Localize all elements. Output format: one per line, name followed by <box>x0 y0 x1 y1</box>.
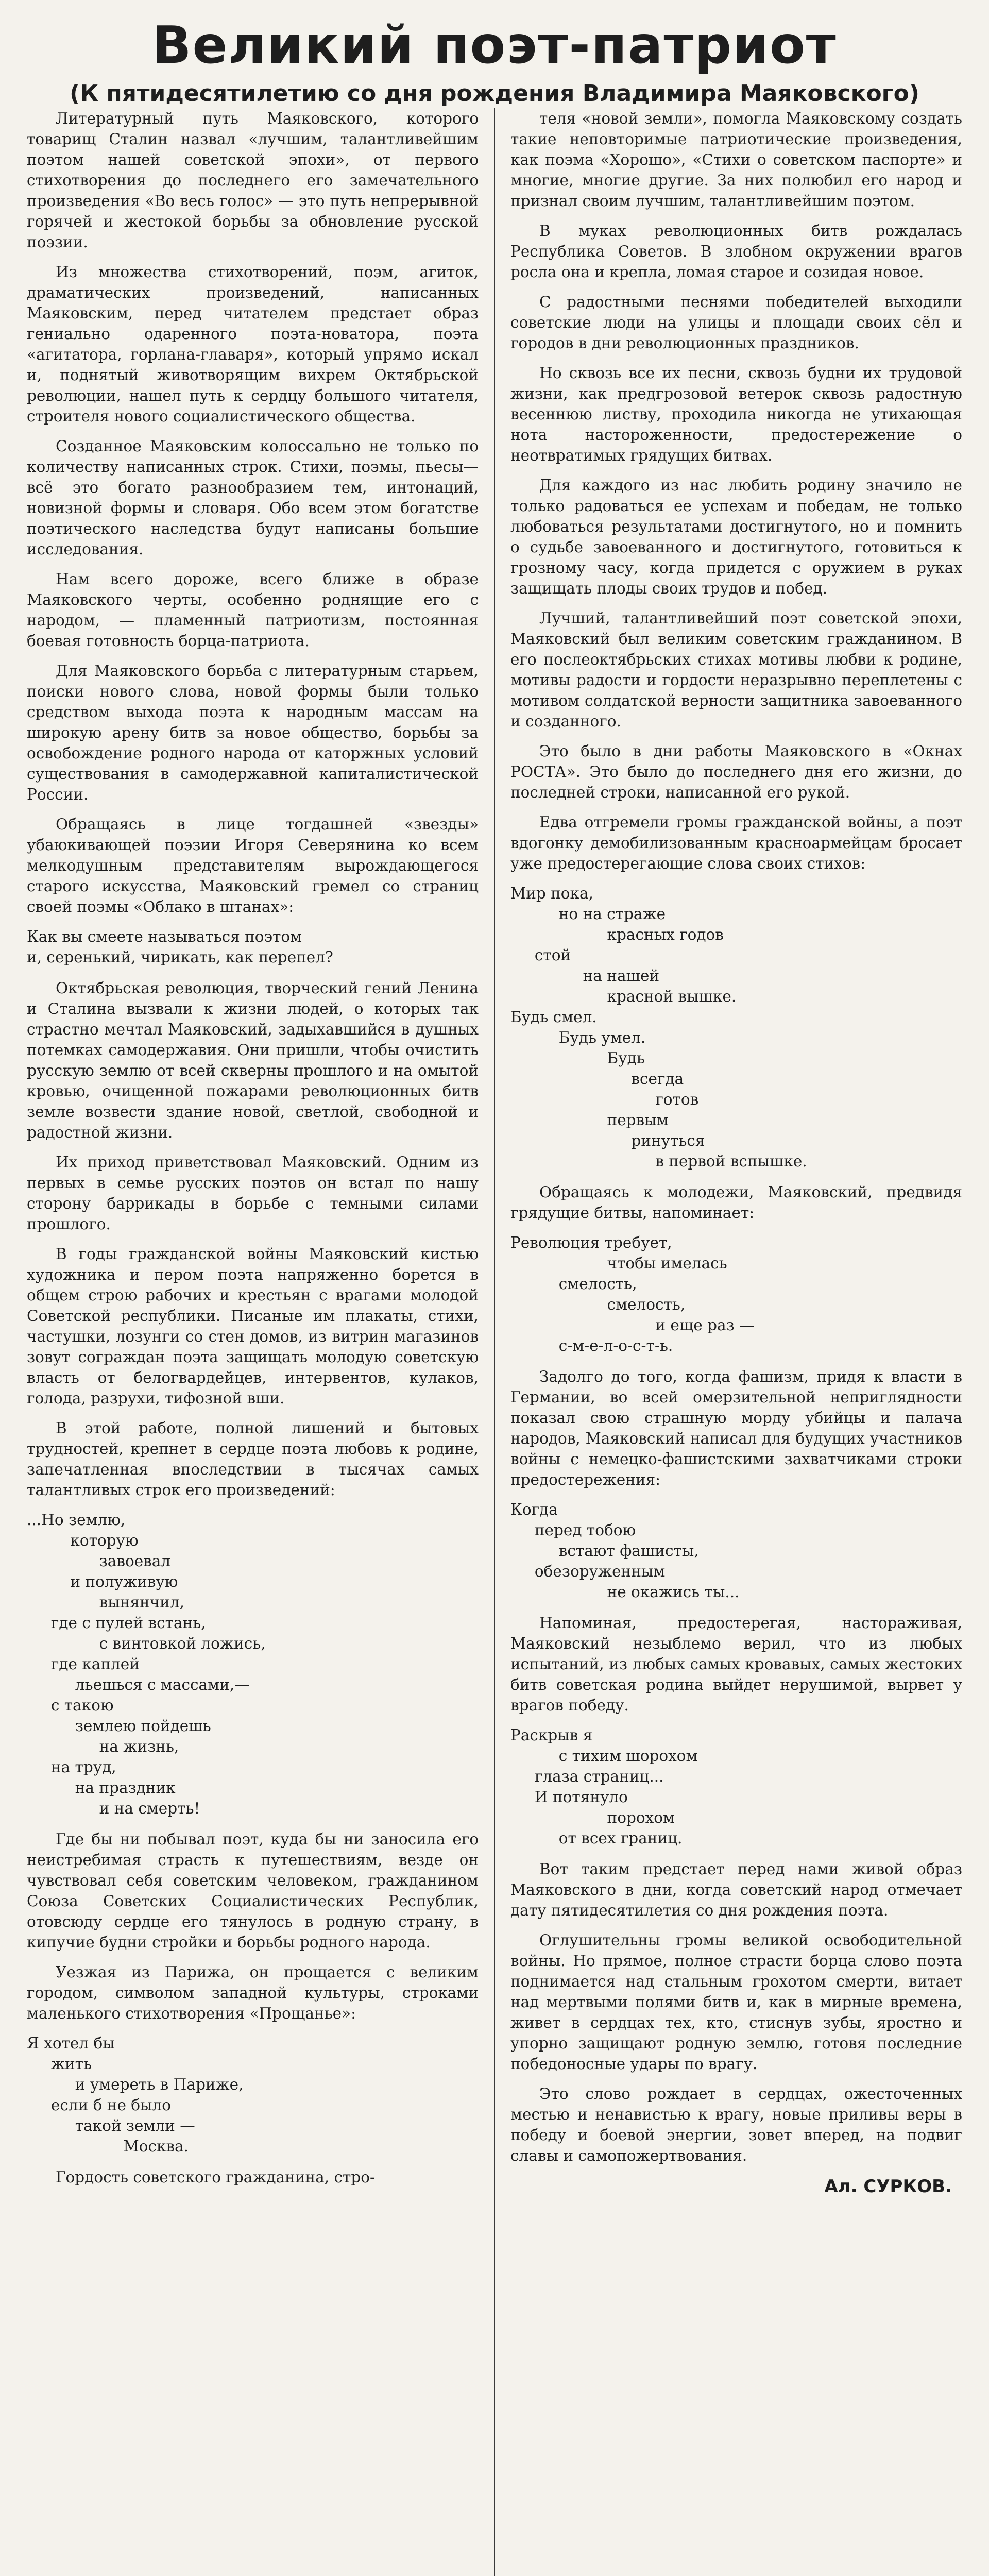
verse-line: Будь умел. <box>510 1029 646 1046</box>
paragraph: Напоминая, предостерегая, настораживая, Маяковский незыблемо верил, что из любых испытаний, из любых самых кровавых, самых жестоких битв советская родина выйдет нерушимой, вырвет у врагов победу. <box>510 1614 962 1714</box>
paragraph: Обращаясь к молодежи, Маяковский, предвидя грядущие битвы, напоминает: <box>510 1183 962 1222</box>
verse-line: готов <box>510 1091 699 1108</box>
verse-quote <box>510 1499 962 1602</box>
verse-line: И потянуло <box>510 1788 628 1806</box>
paragraph: Созданное Маяковским колоссально не только по количеству написанных строк. Стихи, поэмы, пьесы—всё это богато разнообразием тем, интонаций, новизной формы и словаря. Обо всем этом богатстве поэтического наследства будут написаны большие исследования. <box>27 437 479 558</box>
verse-line: с такою <box>27 1697 114 1714</box>
verse-line: в первой вспышке. <box>510 1153 807 1170</box>
verse-quote <box>510 1232 962 1356</box>
paragraph: Их приход приветствовал Маяковский. Одним из первых в семье русских поэтов он встал по нашу сторону баррикады в борьбе с темными силами прошлого. <box>27 1154 479 1233</box>
verse-line: такой земли — <box>27 2117 195 2134</box>
verse-quote <box>27 926 479 968</box>
verse-line: и умереть в Париже, <box>27 2076 244 2093</box>
verse-line: с-м-е-л-о-с-т-ь. <box>510 1337 673 1354</box>
paragraph: Оглушительны громы великой освободительной войны. Но прямое, полное страсти борца слово поэта поднимается над стальным грохотом смерти, витает над мертвыми полями битв и, как в мирные времена, живет в сердцах тех, кто, стиснув зубы, яростно и упорно защищают родную землю, готовя последние победоносные удары по врагу. <box>510 1931 962 2073</box>
paragraph: Где бы ни побывал поэт, куда бы ни заносила его неистребимая страсть к путешествиям, везде он чувствовал себя советским человеком, гражданином Союза Советских Социалистических Республик, отовсюду сердце его тянулось в родную страну, в кипучие будни стройки и борьбы родного народа. <box>27 1831 479 1951</box>
verse-line: где каплей <box>27 1655 140 1673</box>
paragraph: Гордость советского гражданина, стро- <box>56 2168 375 2186</box>
paragraph: Литературный путь Маяковского, которого товарищ Сталин назвал «лучшим, талантливейшим поэтом нашей советской эпохи», от первого стихотворения до последнего его замечательного произведения «Во весь голос» — это путь непрерывной горячей и жестокой борьбы за обновление русской поэзии. <box>27 110 479 251</box>
paragraph: Но сквозь все их песни, сквозь будни их трудовой жизни, как предгрозовой ветерок сквозь радостную весеннюю листву, проходила никогда не утихающая нота настороженности, предостережение о неотвратимых грядущих битвах. <box>510 364 962 464</box>
right-column-blocks <box>510 108 962 2166</box>
verse-line: ...Но землю, <box>27 1511 126 1529</box>
verse-line: смелость, <box>510 1296 686 1313</box>
verse-line: всегда <box>510 1070 684 1088</box>
verse-line: красных годов <box>510 926 724 943</box>
verse-line: и еще раз — <box>510 1316 755 1334</box>
verse-line: вынянчил, <box>27 1594 184 1611</box>
verse-line: льешься с массами,— <box>27 1676 250 1693</box>
verse-line: на жизнь, <box>27 1738 179 1755</box>
article-body <box>27 108 962 2576</box>
paragraph: Из множества стихотворений, поэм, агиток, драматических произведений, написанных Маяковским, перед читателем предстает образ гениально одаренного поэта-новатора, поэта «агитатора, горлана-главаря», который упрямо искал и, поднятый животворящим вихрем Октябрьской революции, нашел путь к сердцу большого читателя, строителя нового социалистического общества. <box>27 263 479 425</box>
verse-line: Москва. <box>27 2138 189 2155</box>
verse-line: Будь смел. <box>510 1008 597 1026</box>
verse-line: порохом <box>510 1809 675 1826</box>
left-column <box>27 108 479 2576</box>
right-column <box>510 108 962 2576</box>
verse-line: которую <box>27 1532 139 1549</box>
verse-line: чтобы имелась <box>510 1255 727 1272</box>
verse-quote <box>510 1725 962 1849</box>
verse-line: и, серенький, чирикать, как перепел? <box>27 948 333 966</box>
verse-line: красной вышке. <box>510 988 737 1005</box>
verse-quote <box>27 2033 479 2157</box>
paragraph: В этой работе, полной лишений и бытовых трудностей, крепнет в сердце поэта любовь к родине, запечатленная впоследствии в тысячах самых талантливых строк его произведений: <box>27 1419 479 1499</box>
verse-line: с винтовкой ложись, <box>27 1635 266 1652</box>
paragraph: Для каждого из нас любить родину значило не только радоваться ее успехам и победам, не только любоваться результатами достигнутого, но и помнить о судьбе завоеванного и достигнутого, готовиться к грозному часу, когда придется с оружием в руках защищать плоды своих трудов и побед. <box>510 477 962 597</box>
verse-line: встают фашисты, <box>510 1542 699 1560</box>
verse-line: Революция требует, <box>510 1234 672 1251</box>
verse-line: глаза страниц... <box>510 1768 664 1785</box>
verse-line: Я хотел бы <box>27 2035 115 2052</box>
verse-line: от всех границ. <box>510 1829 683 1847</box>
verse-line: если б не было <box>27 2096 172 2114</box>
verse-line: стой <box>510 946 571 964</box>
verse-line: Раскрыв я <box>510 1726 593 1744</box>
verse-line: Как вы смеете называться поэтом <box>27 928 302 945</box>
paragraph: Уезжая из Парижа, он прощается с великим городом, символом западной культуры, строками маленького стихотворения «Прощанье»: <box>27 1963 479 2022</box>
paragraph: Нам всего дороже, всего ближе в образе Маяковского черты, особенно роднящие его с народом, — пламенный патриотизм, постоянная боевая готовность борца-патриота. <box>27 570 479 650</box>
verse-line: на нашей <box>510 967 660 985</box>
verse-line: на труд, <box>27 1758 116 1776</box>
paragraph: В годы гражданской войны Маяковский кистью художника и пером поэта напряженно борется в общем строю рабочих и крестьян с врагами молодой Советской республики. Писаные им плакаты, стихи, частушки, лозунги со стен домов, из витрин магазинов зовут сограждан поэта защищать молодую советскую власть от белогвардейцев, интервентов, кулаков, голода, разрухи, тифозной вши. <box>27 1245 479 1407</box>
verse-line: землею пойдешь <box>27 1717 211 1735</box>
paragraph: С радостными песнями победителей выходили советские люди на улицы и площади своих сёл и городов в дни революционных праздников. <box>510 293 962 352</box>
verse-line: Будь <box>510 1049 645 1067</box>
paragraph: В муках революционных битв рождалась Республика Советов. В злобном окружении врагов росла она и крепла, ломая старое и созидая новое. <box>510 222 962 281</box>
verse-line: Когда <box>510 1501 558 1518</box>
paragraph: Вот таким предстает перед нами живой образ Маяковского в дни, когда советский народ отмечает дату пятидесятилетия со дня рождения поэта. <box>510 1860 962 1919</box>
paragraph: Задолго до того, когда фашизм, придя к власти в Германии, во всей омерзительной неприглядности показал свою страшную морду убийцы и палача народов, Маяковский написал для будущих участников войны с немецко-фашистскими захватчиками строки предостережения: <box>510 1368 962 1488</box>
verse-line: и на смерть! <box>27 1800 200 1817</box>
paragraph: теля «новой земли», помогла Маяковскому создать такие неповторимые патриотические произведения, как поэма «Хорошо», «Стихи о советском паспорте» и многие, многие другие. За них полюбил его народ и признал своим лучшим, талантливейшим поэтом. <box>510 110 962 210</box>
author-signature: Ал. СУРКОВ. <box>824 2176 952 2197</box>
article-title: Великий поэт-патриот <box>152 15 837 75</box>
verse-line: первым <box>510 1111 669 1129</box>
verse-quote <box>510 883 962 1172</box>
verse-line: смелость, <box>510 1275 637 1293</box>
paragraph: Октябрьская революция, творческий гений Ленина и Сталина вызвали к жизни людей, о которых так страстно мечтал Маяковский, задыхавшийся в душных потемках самодержавия. Они пришли, чтобы очистить русскую землю от всей скверны прошлого и на омытой кровью, очищенной пожарами революционных битв земле возвести здание новой, светлой, свободной и радостной жизни. <box>27 979 479 1141</box>
verse-line: перед тобою <box>510 1521 636 1539</box>
verse-line: но на страже <box>510 905 666 923</box>
paragraph: Это слово рождает в сердцах, ожесточенных местью и ненавистью к врагу, новые приливы веры в победу и боевой энергии, зовет вперед, на подвиг славы и самопожертвования. <box>510 2085 962 2164</box>
paragraph: Это было в дни работы Маяковского в «Окнах РОСТА». Это было до последнего дня его жизни, до последней строки, написанной его рукой. <box>510 742 962 801</box>
verse-line: Мир пока, <box>510 885 593 902</box>
verse-line: обезоруженным <box>510 1563 666 1580</box>
verse-line: где с пулей встань, <box>27 1614 206 1632</box>
verse-line: и полуживую <box>27 1573 178 1590</box>
paragraph: Едва отгремели громы гражданской войны, а поэт вдогонку демобилизованным красноармейцам бросает уже предостерегающие слова своих стихов: <box>510 814 962 872</box>
article-subtitle: (К пятидесятилетию со дня рождения Владимира Маяковского) <box>69 80 920 107</box>
paragraph: Для Маяковского борьба с литературным старьем, поиски нового слова, новой формы были только средством выхода поэта к народным массам на широкую арену битв за новое общество, борьбы за освобождение родного народа от каторжных условий существования в самодержавной капиталистической России. <box>27 662 479 803</box>
verse-line: не окажись ты... <box>510 1583 740 1601</box>
paragraph: Обращаясь в лице тогдашней «звезды» убаюкивающей поэзии Игоря Северянина ко всем мелкодушным представителям вырождающегося старого искусства, Маяковский гремел со страниц своей поэмы «Облако в штанах»: <box>27 816 479 916</box>
column-divider <box>494 108 495 2576</box>
verse-line: с тихим шорохом <box>510 1747 698 1765</box>
verse-line: завоевал <box>27 1552 171 1570</box>
verse-quote <box>27 1510 479 1819</box>
paragraph: Лучший, талантливейший поэт советской эпохи, Маяковский был великим советским гражданином. В его послеоктябрьских стихах мотивы любви к родине, мотивы радости и гордости неразрывно переплетены с мотивом солдатской верности защитника завоеванного и созданного. <box>510 609 962 730</box>
verse-line: на праздник <box>27 1779 176 1797</box>
verse-line: жить <box>27 2055 92 2073</box>
verse-line: ринуться <box>510 1132 705 1149</box>
